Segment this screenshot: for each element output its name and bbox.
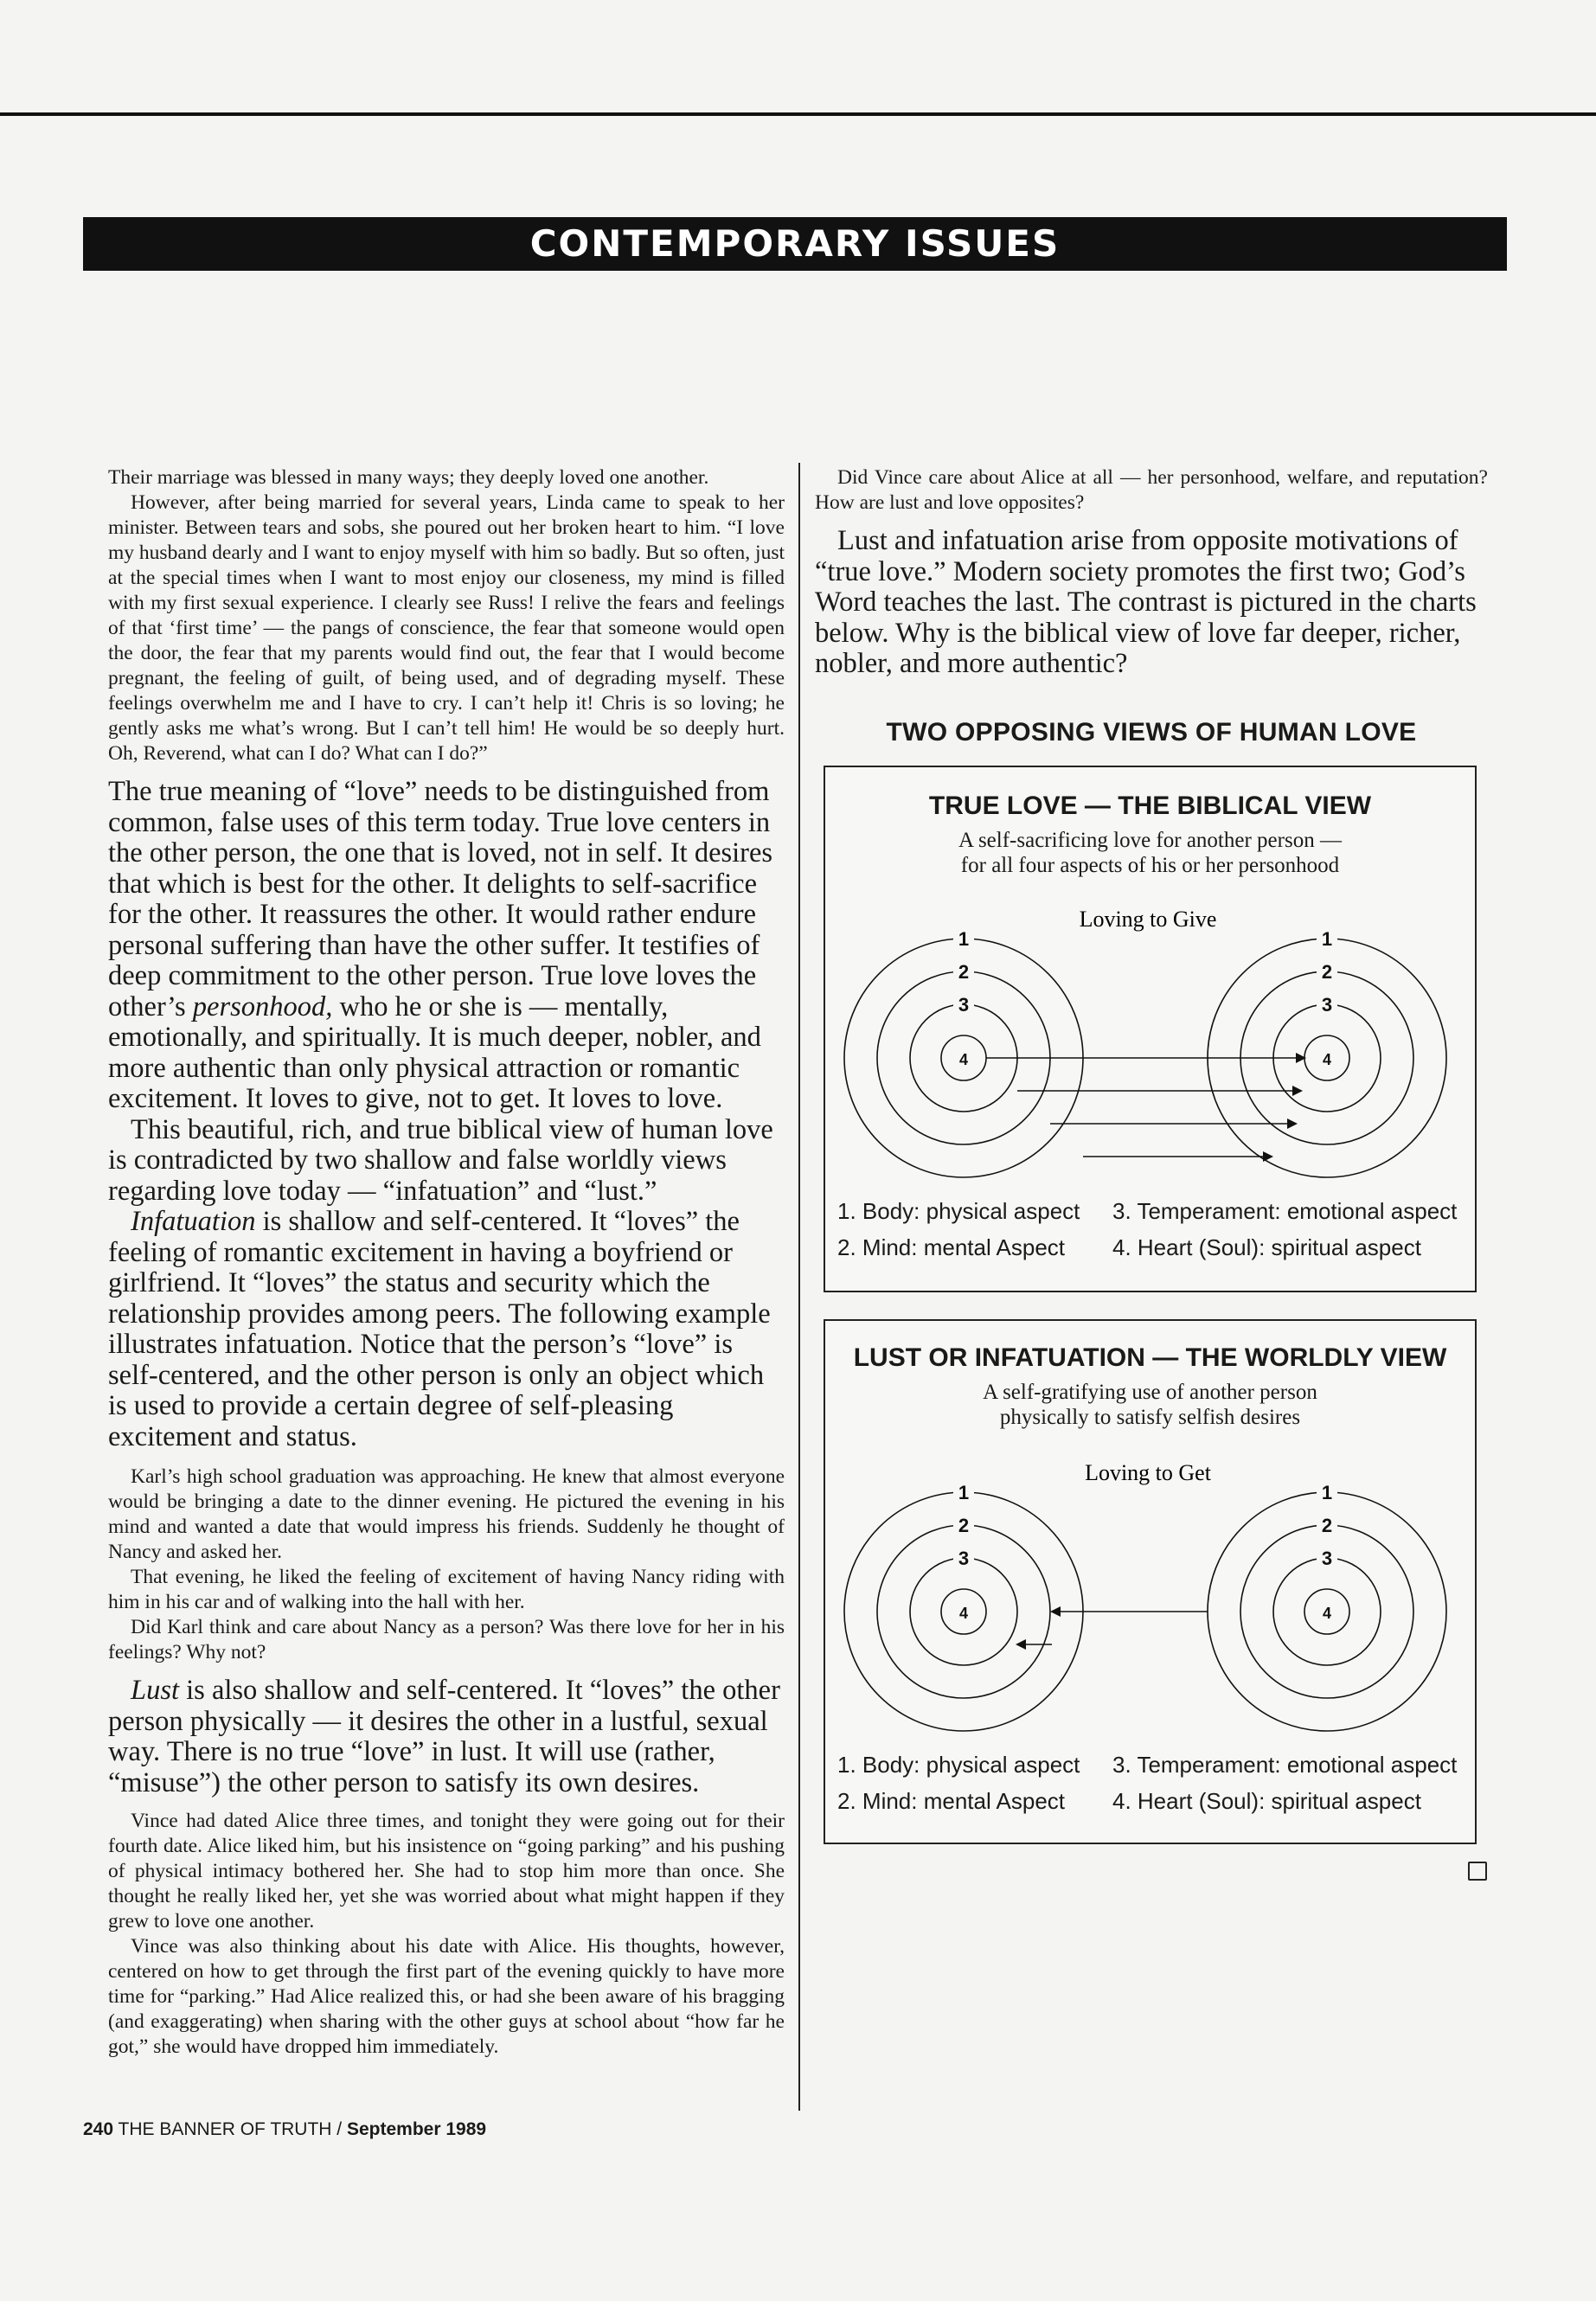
lust-infatuation-chart (824, 1319, 1477, 1844)
concentric-rings-diagram (825, 1459, 1475, 1736)
right-column (815, 465, 1488, 747)
paragraph: Did Vince care about Alice at all — her personhood, welfare, and reputation? How are lust and love opposites? (815, 466, 1488, 514)
ring-label-4: 4 (1322, 1051, 1332, 1068)
chart-title: TRUE LOVE — THE BIBLICAL VIEW (928, 792, 1372, 820)
chart-subtitle: A self-gratifying use of another person (983, 1381, 1317, 1404)
emphasis: Infatuation (131, 1206, 256, 1237)
chart-subtitle: A self-sacrificing love for another person — (958, 829, 1342, 852)
page-footer (83, 2119, 486, 2140)
ring-label-3: 3 (958, 1548, 970, 1569)
end-of-article-mark (1468, 1862, 1487, 1881)
paragraph: Did Karl think and care about Nancy as a person? Was there love for her in his feelings? Why not? (108, 1616, 785, 1663)
paragraph: Lust is also shallow and self-centered. It “loves” the other person physically — it desires the other in a lustful, sexual way. There is no true “love” in lust. It will use (rather, “misuse”) the other person to satisfy its own desires. (108, 1675, 780, 1798)
charts-heading: TWO OPPOSING VIEWS OF HUMAN LOVE (886, 717, 1417, 747)
legend-item: 3. Temperament: emotional aspect (1112, 1198, 1458, 1224)
paragraph: That evening, he liked the feeling of excitement of having Nancy riding with him in his car and of walking into the hall with her. (108, 1566, 785, 1613)
ring-label-3: 3 (1321, 1548, 1333, 1569)
true-love-chart (824, 766, 1477, 1292)
paragraph: Infatuation is shallow and self-centered. It “loves” the feeling of romantic excitement in having a boyfriend or girlfriend. It “loves” the status and security which the relationship provides among peers. The following example illustrates infatuation. Notice that the person’s “love” is self-centered, and the other person is only an object which is used to provide a certain degree of self-pleasing excitement and status. (108, 1206, 771, 1452)
emphasis: Lust (131, 1675, 180, 1706)
legend-item: 4. Heart (Soul): spiritual aspect (1112, 1234, 1421, 1260)
chart-subtitle: physically to satisfy selfish desires (999, 1406, 1301, 1429)
paragraph: The true meaning of “love” needs to be distinguished from common, false uses of this term today. True love centers in the other person, the one that is loved, not in self. It desires that which is best for the other. It delights to self-sacrifice for the other. It reassures the other. It would rather endure personal suffering than have the other suffer. It testifies of deep commitment to the other person. True love loves the other’s personhood, who he or she is — mentally, emotionally, and spiritually. It is much deeper, nobler, and more authentic than only physical attraction or romantic excitement. It loves to give, not to get. It loves to love. (108, 776, 773, 1114)
ring-label-1: 1 (958, 928, 970, 950)
ring-label-4: 4 (958, 1605, 969, 1622)
paragraph: Vince was also thinking about his date with Alice. His thoughts, however, centered on how to get through the first part of the evening quickly to have more time for “parking.” Had Alice realized this, or had she been aware of his bragging (and exaggerating) when sharing with the other guys at school about “how far he got,” she would have dropped him immediately. (108, 1935, 785, 2058)
legend-item: 4. Heart (Soul): spiritual aspect (1112, 1788, 1421, 1814)
emphasis: personhood, (192, 990, 333, 1022)
ring-label-4: 4 (958, 1051, 969, 1068)
section-banner: CONTEMPORARY ISSUES (83, 217, 1507, 271)
aspect-legend (837, 1747, 1469, 1819)
legend-item: 3. Temperament: emotional aspect (1112, 1752, 1458, 1778)
ring-label-2: 2 (1321, 1515, 1333, 1536)
ring-label-1: 1 (1321, 1482, 1333, 1503)
ring-label-3: 3 (1321, 994, 1333, 1016)
paragraph: This beautiful, rich, and true biblical view of human love is contradicted by two shallow and false worldly views regarding love today — “infatuation” and “lust.” (108, 1113, 773, 1207)
concentric-rings-diagram (825, 906, 1475, 1183)
diagram-caption: Loving to Get (1085, 1460, 1211, 1485)
paragraph: Lust and infatuation arise from opposite motivations of “true love.” Modern society promotes the first two; God’s Word teaches the last. The contrast is pictured in the charts below. Why is the biblical view of love far deeper, richer, nobler, and more authentic? (815, 525, 1477, 679)
ring-label-3: 3 (958, 994, 970, 1016)
legend-item: 1. Body: physical aspect (837, 1198, 1080, 1224)
ring-label-1: 1 (958, 1482, 970, 1503)
chart-title: LUST OR INFATUATION — THE WORLDLY VIEW (853, 1343, 1447, 1372)
ring-label-2: 2 (958, 1515, 970, 1536)
publication-name: THE BANNER OF TRUTH / (118, 2119, 343, 2139)
legend-item: 2. Mind: mental Aspect (837, 1788, 1066, 1814)
ring-label-2: 2 (958, 961, 970, 983)
paragraph: Vince had dated Alice three times, and tonight they were going out for their fourth date. Alice liked him, but his insistence on “going parking” and his pushing of physical intimacy bothered her. She had to stop him more than once. She thought he really liked her, yet she was worried about what might happen if they grew to love one another. (108, 1810, 785, 1932)
paragraph: However, after being married for several years, Linda came to speak to her minister. Between tears and sobs, she poured out her broken heart to him. “I love my husband dearly and I want to enjoy myself with him so badly. But so often, just at the special times when I want to most enjoy our closeness, my mind is filled with my first sexual experience. I clearly see Russ! I relive the fears and feelings of that ‘first time’ — the pangs of conscience, the fear that someone would open the door, the fear that my parents would find out, the fear that I would become pregnant, the feeling of guilt, of being used, and of degrading myself. These feelings overwhelm me and I have to cry. I can’t help it! Chris is so loving; he gently asks me what’s wrong. But I can’t tell him! He would be so deeply hurt. Oh, Reverend, what can I do? What can I do?” (108, 491, 785, 765)
paragraph: Their marriage was blessed in many ways; they deeply loved one another. (108, 466, 709, 489)
left-column (108, 465, 785, 2060)
ring-label-4: 4 (1322, 1605, 1332, 1622)
top-rule (0, 112, 1596, 116)
diagram-caption: Loving to Give (1079, 907, 1217, 932)
aspect-legend (837, 1193, 1469, 1266)
column-divider (798, 463, 800, 2111)
chart-subtitle: for all four aspects of his or her personhood (960, 854, 1340, 877)
page-number: 240 (83, 2119, 114, 2139)
legend-item: 2. Mind: mental Aspect (837, 1234, 1066, 1260)
paragraph: Karl’s high school graduation was approaching. He knew that almost everyone would be bringing a date to the dinner evening. He pictured the evening in his mind and wanted a date that would impress his friends. Suddenly he thought of Nancy and asked her. (108, 1465, 785, 1563)
issue-date: September 1989 (346, 2119, 487, 2139)
legend-item: 1. Body: physical aspect (837, 1752, 1080, 1778)
ring-label-1: 1 (1321, 928, 1333, 950)
ring-label-2: 2 (1321, 961, 1333, 983)
